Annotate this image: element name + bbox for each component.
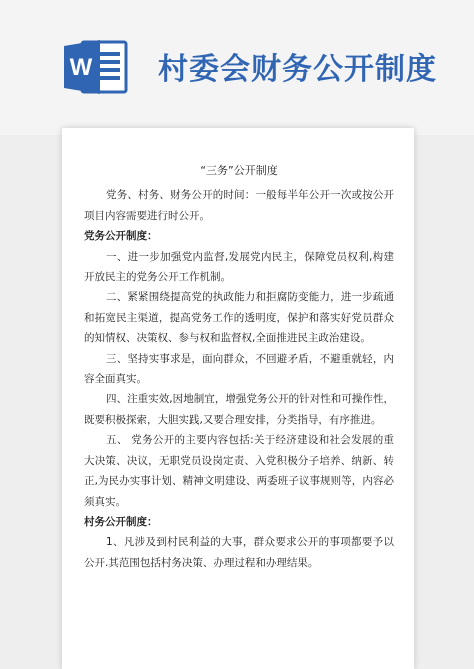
- intro-paragraph: 党务、村务、财务公开的时间：一般每半年公开一次或按公开项目内容需要进行时公开。: [84, 189, 394, 222]
- party-affairs-item-3: 三、坚持实事求是，面向群众，不回避矛盾，不避重就轻，内容全面真实。: [84, 352, 394, 386]
- village-affairs-item-1: 1、凡涉及到村民利益的大事，群众要求公开的事项都要予以公开.其范围包括村务决策、办理过程和办理结果。: [84, 536, 394, 569]
- header-banner: [0, 0, 474, 135]
- page-title: 村委会财务公开制度: [158, 52, 437, 87]
- section-heading-party-affairs: 党务公开制度：: [84, 230, 158, 243]
- document-page: [62, 128, 414, 669]
- party-affairs-item-1: 一、进一步加强党内监督,发展党内民主，保障党员权利,构建开放民主的党务公开工作机制。: [84, 250, 394, 284]
- section-heading-village-affairs: 村务公开制度：: [84, 515, 158, 528]
- word-document-icon: [62, 38, 130, 96]
- document-body: [84, 161, 394, 573]
- party-affairs-item-2: 二、紧紧围绕提高党的执政能力和拒腐防变能力，进一步疏通和拓宽民主渠道，提高党务工作的透明度，保护和落实好党员群众的知情权、决策权、参与权和监督权,全面推进民主政治建设。: [84, 291, 394, 345]
- word-icon-letter: W: [69, 54, 93, 81]
- document-title: “三务”公开制度: [200, 164, 278, 177]
- party-affairs-item-4: 四、注重实效,因地制宜，增强党务公开的针对性和可操作性，既要积极探索，大胆实践,又要合理安排，分类指导，有序推进。: [84, 393, 394, 426]
- party-affairs-item-5: 五、 党务公开的主要内容包括:关于经济建设和社会发展的重大决策、决议，无职党员设岗定责、入党积极分子培养、纳新、转正,为民办实事计划、精神文明建设、两委班子议事规则等，内容必须真实。: [84, 434, 394, 508]
